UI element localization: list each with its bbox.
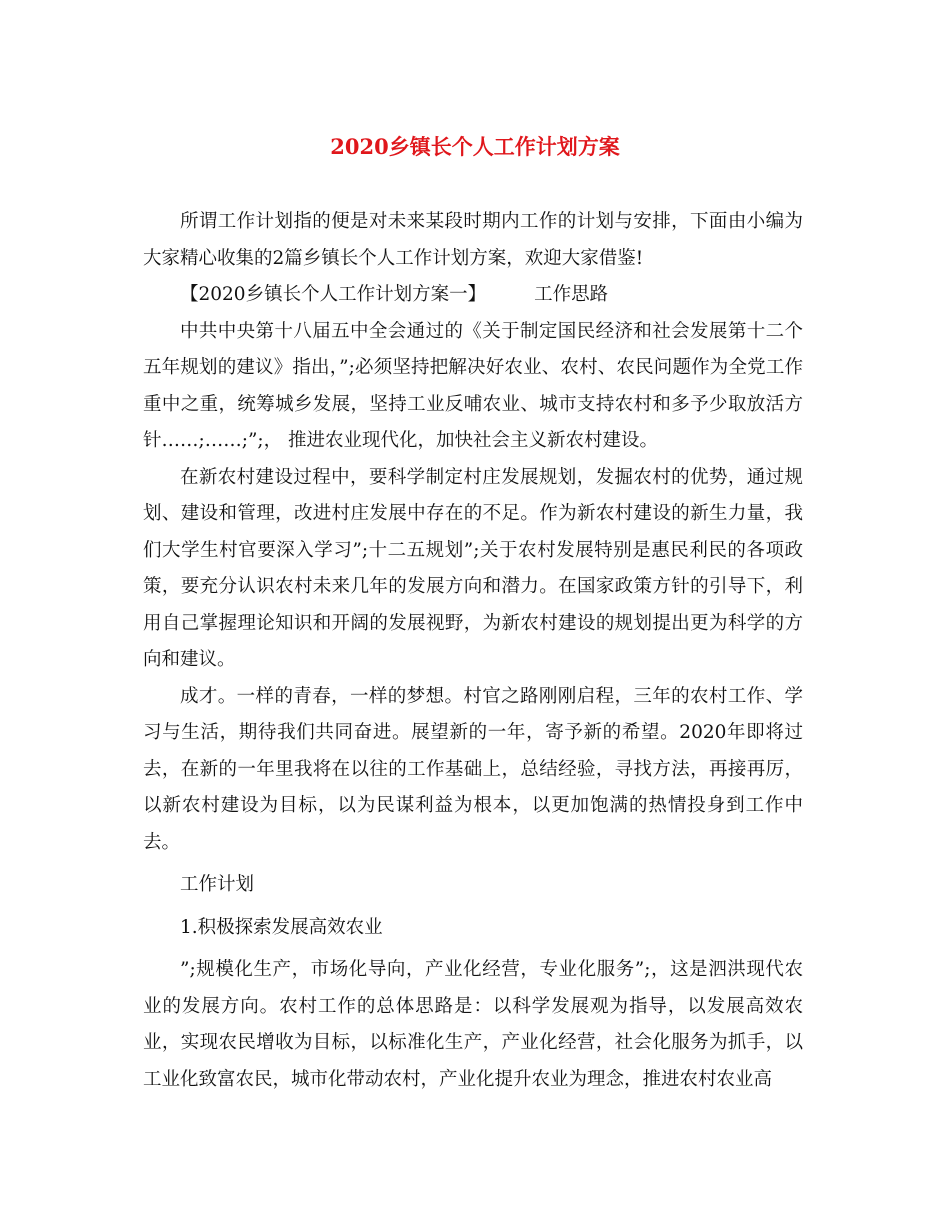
plan-item-heading: 1.积极探索发展高效农业 bbox=[180, 916, 383, 938]
document-title: 2020乡镇长个人工作计划方案 bbox=[330, 134, 620, 159]
work-plan-heading: 工作计划 bbox=[180, 874, 255, 895]
intro-paragraph: 所谓工作计划指的便是对未来某段时期内工作的计划与安排，下面由小编为大家精心收集的2篇乡镇长个人工作计划方案，欢迎大家借鉴! bbox=[143, 211, 803, 269]
body-paragraph: ”;规模化生产，市场化导向，产业化经营，专业化服务”;，这是泗洪现代农业的发展方向。农村工作的总体思路是：以科学发展观为指导，以发展高效农业，实现农民增收为目标，以标准化生产，产业化经营，社会化服务为抓手，以工业化致富农民，城市化带动农村，产业化提升农业为理念，推进农村农业高 bbox=[143, 959, 803, 1090]
body-paragraph: 在新农村建设过程中，要科学制定村庄发展规划，发掘农村的优势，通过规划、建设和管理，改进村庄发展中存在的不足。作为新农村建设的新生力量，我们大学生村官要深入学习”;十二五规划”;关于农村发展特别是惠民利民的各项政策，要充分认识农村未来几年的发展方向和潜力。在国家政策方针的引导下，利用自己掌握理论知识和开阔的发展视野，为新农村建设的规划提出更为科学的方向和建议。 bbox=[143, 466, 803, 670]
section-heading: 【2020乡镇长个人工作计划方案一】 bbox=[180, 284, 487, 305]
section-heading-row bbox=[143, 277, 803, 314]
document-body bbox=[143, 204, 803, 1098]
body-paragraph: 成才。一样的青春，一样的梦想。村官之路刚刚启程，三年的农村工作、学习与生活，期待我们共同奋进。展望新的一年，寄予新的希望。2020年即将过去，在新的一年里我将在以往的工作基础上，总结经验，寻找方法，再接再厉，以新农村建设为目标，以为民谋利益为根本，以更加饱满的热情投身到工作中去。 bbox=[143, 685, 803, 853]
section-subheading: 工作思路 bbox=[534, 284, 609, 305]
body-paragraph: 中共中央第十八届五中全会通过的《关于制定国民经济和社会发展第十二个五年规划的建议》指出，”;必须坚持把解决好农业、农村、农民问题作为全党工作重中之重，统筹城乡发展，坚持工业反哺农业、城市支持农村和多予少取放活方针……;……;”;， 推进农业现代化，加快社会主义新农村建设。 bbox=[143, 320, 803, 451]
